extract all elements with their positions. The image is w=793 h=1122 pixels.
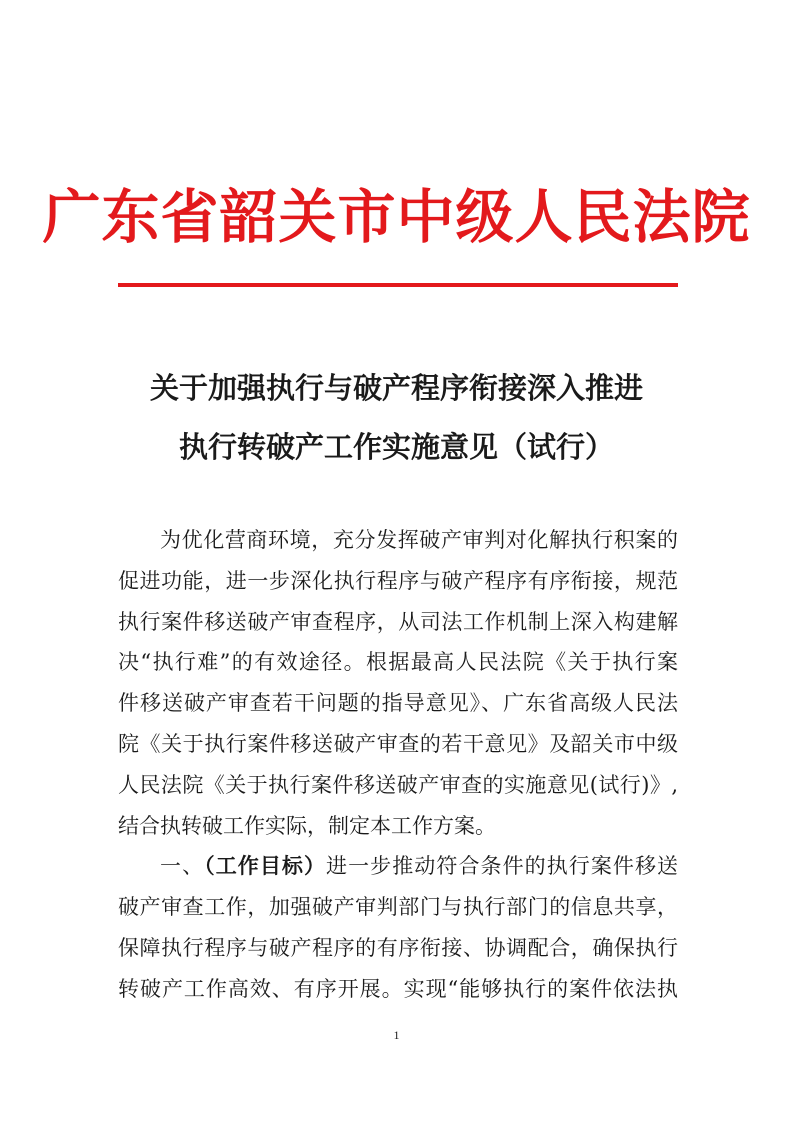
section-1-number: 一、 [160, 854, 205, 879]
section-1-line: 保障执行程序与破产程序的有序衔接、协调配合，确保执行 [118, 935, 678, 960]
preamble-line: 促进功能，进一步深化执行程序与破产程序有序衔接，规范 [118, 568, 678, 593]
preamble-line: 件移送破产审查若干问题的指导意见》、广东省高级人民法 [118, 691, 678, 716]
preamble-line: 执行案件移送破产审查程序，从司法工作机制上深入构建解 [118, 609, 678, 634]
section-1-text: 进一步推动符合条件的执行案件移送 [326, 854, 679, 879]
preamble-line: 结合执转破工作实际，制定本工作方案。 [118, 813, 496, 838]
document-title-line-2: 执行转破产工作实施意见（试行） [178, 430, 614, 464]
document-title-line-1: 关于加强执行与破产程序衔接深入推进 [149, 371, 643, 405]
preamble-line: 人民法院《关于执行案件移送破产审查的实施意见(试行)》, [118, 772, 678, 797]
letterhead-issuer: 广东省韶关市中级人民法院 [42, 183, 751, 251]
preamble-line: 为优化营商环境，充分发挥破产审判对化解执行积案的 [160, 528, 678, 552]
section-1-label: （工作目标） [204, 853, 327, 879]
document-body [118, 520, 678, 1010]
page-number: 1 [393, 1028, 400, 1042]
letterhead-red-rule [118, 283, 678, 287]
section-1-line: 破产审查工作，加强破产审判部门与执行部门的信息共享， [118, 895, 678, 920]
preamble-line: 决“执行难”的有效途径。根据最高人民法院《关于执行案 [118, 650, 678, 675]
preamble-line: 院《关于执行案件移送破产审查的若干意见》及韶关市中级 [118, 731, 678, 756]
section-1-first-line [118, 846, 678, 887]
section-1-line: 转破产工作高效、有序开展。实现“能够执行的案件依法执 [118, 976, 678, 1001]
